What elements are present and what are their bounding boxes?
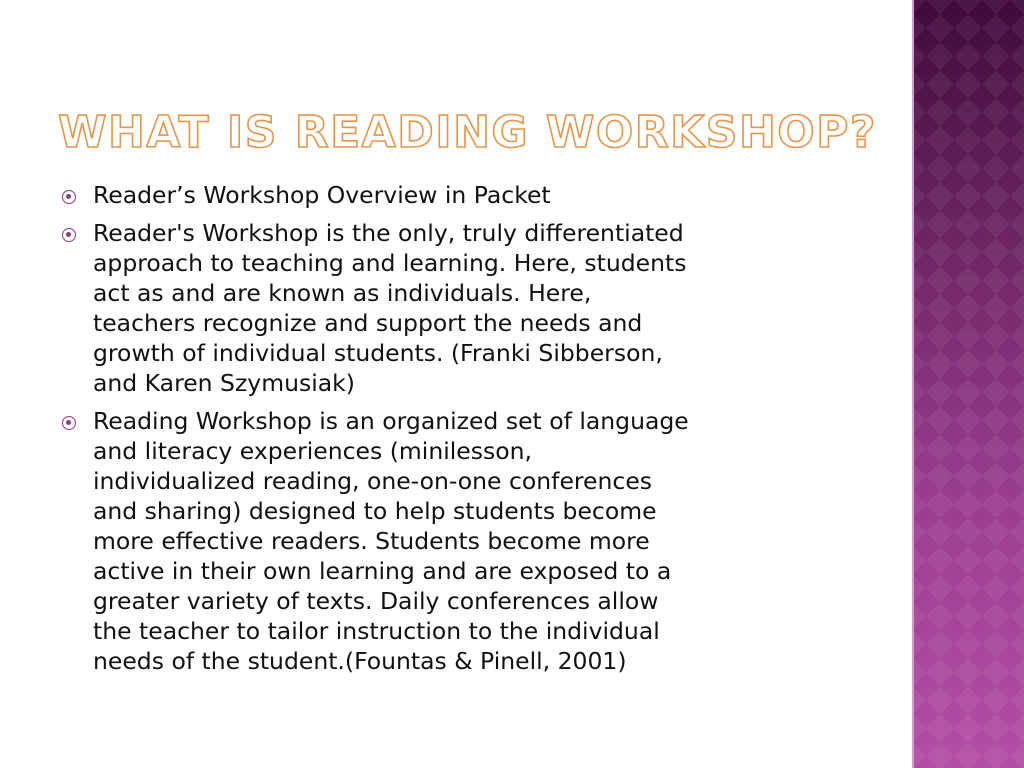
decorative-side-band bbox=[912, 0, 1024, 768]
bullet-3-line-5: more effective readers. Students become more bbox=[93, 527, 650, 555]
bullet-3-line-1: Reading Workshop is an organized set of language bbox=[93, 407, 689, 435]
bullet-3-line-2: and literacy experiences (minilesson, bbox=[93, 437, 532, 465]
bullet-2-line-3: act as and are known as individuals. Here, bbox=[93, 279, 592, 307]
bullet-3-line-3: individualized reading, one-on-one conferences bbox=[93, 467, 653, 495]
side-band-edge bbox=[912, 0, 914, 768]
bullet-3-line-6: active in their own learning and are exposed to a bbox=[93, 557, 672, 585]
bullet-3-line-8: the teacher to tailor instruction to the individual bbox=[93, 617, 660, 645]
circle-dot-bullet-icon bbox=[62, 190, 76, 204]
bullet-2-line-6: and Karen Szymusiak) bbox=[93, 369, 355, 397]
bullet-3-line-9: needs of the student.(Fountas & Pinell, 2001) bbox=[93, 647, 627, 675]
bullet-item-2 bbox=[62, 218, 882, 398]
bullet-1-line-1: Reader’s Workshop Overview in Packet bbox=[93, 181, 551, 209]
bullet-list bbox=[62, 180, 882, 684]
bullet-item-1 bbox=[62, 180, 882, 210]
bullet-3-line-4: and sharing) designed to help students become bbox=[93, 497, 657, 525]
bullet-2-line-2: approach to teaching and learning. Here, students bbox=[93, 249, 687, 277]
bullet-2-line-4: teachers recognize and support the needs and bbox=[93, 309, 643, 337]
bullet-2-line-5: growth of individual students. (Franki Sibberson, bbox=[93, 339, 663, 367]
bullet-item-3 bbox=[62, 406, 882, 676]
bullet-3-line-7: greater variety of texts. Daily conferences allow bbox=[93, 587, 659, 615]
bullet-2-line-1: Reader's Workshop is the only, truly differentiated bbox=[93, 219, 684, 247]
circle-dot-bullet-icon bbox=[62, 228, 76, 242]
slide-title: WHAT IS READING WORKSHOP? bbox=[58, 107, 877, 158]
circle-dot-bullet-icon bbox=[62, 416, 76, 430]
